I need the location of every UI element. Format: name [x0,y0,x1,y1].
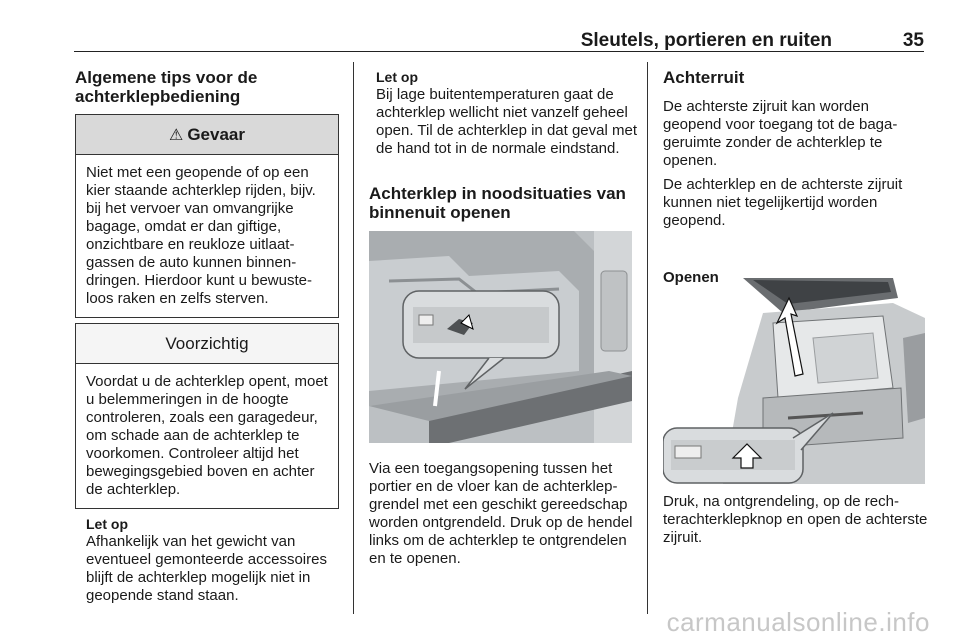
tailgate-release-illustration [369,231,632,443]
caution-box [75,323,339,509]
figure-caption: Druk, na ontgrendeling, op de rechterachterklepknop en open de achterste zijruit. [663,493,928,546]
page-number: 35 [902,30,924,51]
section-heading: Achterruit [663,68,745,87]
body-paragraph: De achterste zijruit kan worden geopend voor toegang tot de bagageruimte zonder de achterklep te openen. [663,98,898,169]
caution-text: Voordat u de achterklep opent, moet u belemmeringen in de hoogte controleren, zoals een garagedeur, om schade aan de achterklep te voorkomen. Controleer altijd het bewegingsgebied boven en achter de achterklep. [86,373,328,498]
header-rule [74,51,924,52]
section-heading: Algemene tips voor de achterklepbediening [75,68,258,106]
column-divider [353,62,354,614]
body-paragraph: De achterklep en de achterste zijruit kunnen niet tegelijkertijd worden geopend. [663,176,903,229]
caution-title: Voorzichtig [165,333,249,353]
caution-box-header [76,324,338,364]
danger-title: Gevaar [187,124,245,144]
warning-icon: ⚠ [168,126,184,144]
note-text: Bij lage buitentemperaturen gaat de achterklep wellicht niet vanzelf geheel open. Til de achterklep in dat geval met de hand tot in de normale eindstand. [376,86,637,157]
rear-window-illustration [663,278,925,484]
note-block [376,69,638,158]
column-divider [647,62,648,614]
running-header-title: Sleutels, portieren en ruiten [580,30,832,51]
note-text: Afhankelijk van het gewicht van eventueel gemonteerde accessoires blijft de achterklep mogelijk niet in geopende stand staan. [86,533,327,604]
watermark: carmanualsonline.info [666,607,930,637]
subheading: Openen [663,269,719,286]
danger-box [75,114,339,318]
figure-caption: Via een toegangsopening tussen het portier en de vloer kan de achterklepgrendel met een geschikt gereedschap worden ontgrendeld. Druk op de hendel links om de achterklep te ontgrendelen en te openen. [369,460,633,567]
note-title: Let op [376,69,418,85]
section-heading: Achterklep in noodsituaties van binnenuit openen [369,184,626,222]
note-title: Let op [86,516,128,532]
danger-box-header [76,115,338,155]
note-block [86,516,344,605]
danger-text: Niet met een geopende of op een kier staande achterklep rijden, bijv. bij het vervoer van omvangrijke bagage, omdat er dan giftige, onzichtbare en reukloze uitlaatgassen de auto kunnen binnendringen. Hierdoor kunt u bewusteloos raken en zelfs sterven. [86,164,316,307]
